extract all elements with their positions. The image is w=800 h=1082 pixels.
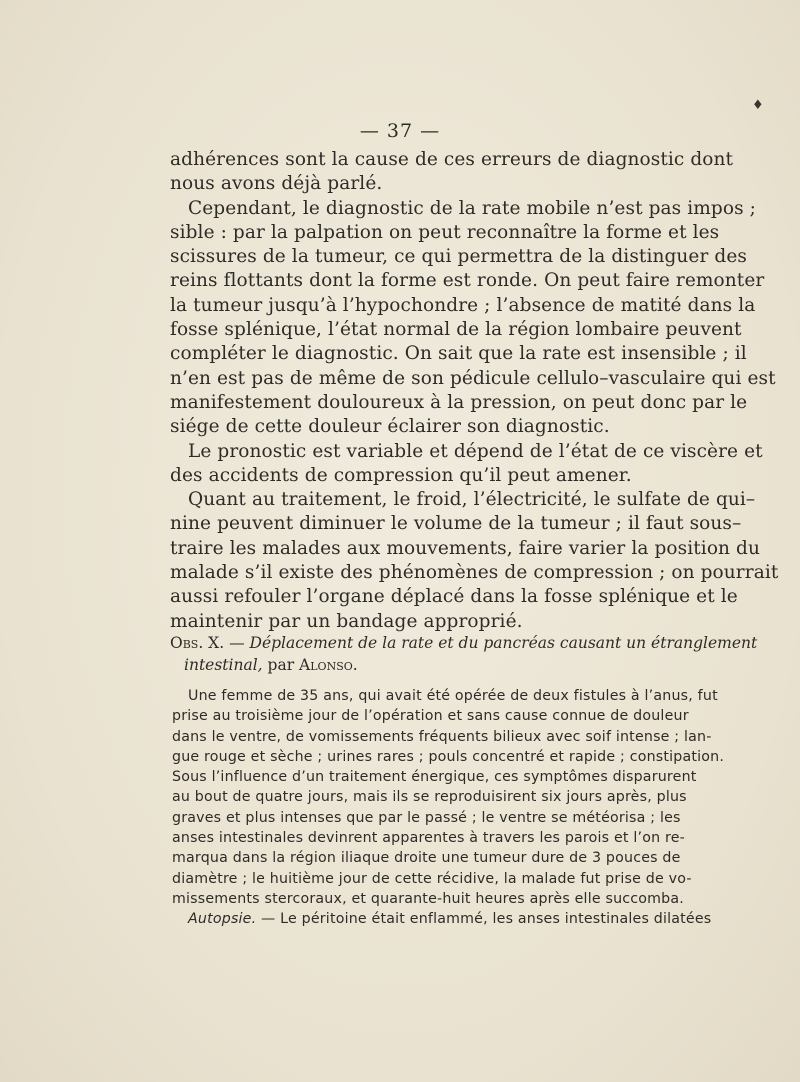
small-text-line: au bout de quatre jours, mais ils se reproduisirent six jours après, plus (172, 789, 687, 806)
text-line: n’en est pas de même de son pédicule cellulo–vasculaire qui est (170, 367, 776, 389)
text-line: traire les malades aux mouvements, faire varier la position du (170, 537, 761, 559)
small-text-line: gue rouge et sèche ; urines rares ; pouls concentré et rapide ; constipation. (172, 748, 725, 765)
text-line: sible : par la palpation on peut reconnaître la forme et les (170, 221, 720, 243)
text-line: aussi refouler l’organe déplacé dans la fosse splénique et le (170, 586, 738, 608)
observation-title: Déplacement de la rate et du pancréas causant un étranglement (249, 634, 758, 652)
small-text-line: anses intestinales devinrent apparentes à travers les parois et l’on re- (172, 830, 685, 847)
small-text-line: Une femme de 35 ans, qui avait été opérée de deux fistules à l’anus, fut (188, 688, 718, 704)
text-line: malade s’il existe des phénomènes de compression ; on pourrait (170, 562, 779, 584)
observation-body (172, 686, 725, 930)
text-line: Le pronostic est variable et dépend de l’état de ce viscère et (188, 440, 763, 462)
observation-heading (170, 632, 758, 676)
text-line: la tumeur jusqu’à l’hypochondre ; l’absence de matité dans la (170, 294, 756, 316)
corner-mark: ♦ (752, 98, 764, 113)
text-line: Quant au traitement, le froid, l’électricité, le sulfate de qui– (188, 489, 756, 511)
text-line: adhérences sont la cause de ces erreurs de diagnostic dont (170, 149, 734, 170)
text-line: des accidents de compression qu’il peut amener. (170, 464, 632, 486)
text-line: maintenir par un bandage approprié. (170, 610, 523, 632)
text-line: reins flottants dont la forme est ronde. On peut faire remonter (170, 270, 765, 292)
text-line: fosse splénique, l’état normal de la région lombaire peuvent (170, 319, 742, 341)
main-text-block (170, 148, 779, 634)
text-line: siége de cette douleur éclairer son diagnostic. (170, 416, 610, 438)
autopsie-text: — Le péritoine était enflammé, les anses intestinales dilatées (261, 911, 712, 928)
small-text-line: diamètre ; le huitième jour de cette récidive, la malade fut prise de vo- (172, 870, 692, 887)
small-text-line: missements stercoraux, et quarante-huit heures après elle succomba. (172, 890, 684, 907)
small-text-line: graves et plus intenses que par le passé ; le ventre se météorisa ; les (172, 809, 681, 826)
text-line: Cependant, le diagnostic de la rate mobile n’est pas impos ; (188, 197, 756, 219)
text-line: manifestement douloureux à la pression, on peut donc par le (170, 391, 748, 413)
observation-title-cont: intestinal, (184, 656, 263, 674)
text-line: scissures de la tumeur, ce qui permettra de la distinguer des (170, 246, 747, 268)
observation-par: par (267, 656, 295, 674)
small-text-line: Sous l’influence d’un traitement énergique, ces symptômes disparurent (172, 769, 697, 786)
autopsie-label: Autopsie. (188, 911, 257, 928)
observation-label: Obs. X. — (170, 634, 245, 652)
observation-author: Alonso. (299, 656, 358, 674)
autopsie-line (172, 909, 712, 929)
text-line: nous avons déjà parlé. (170, 173, 383, 195)
small-text-line: marqua dans la région iliaque droite une tumeur dure de 3 pouces de (172, 850, 681, 867)
small-text-line: dans le ventre, de vomissements fréquents bilieux avec soif intense ; lan- (172, 728, 712, 745)
small-text-line: prise au troisième jour de l’opération et sans cause connue de douleur (172, 708, 689, 725)
page-number: — 37 — (359, 120, 441, 142)
text-line: compléter le diagnostic. On sait que la rate est insensible ; il (170, 343, 747, 365)
text-line: nine peuvent diminuer le volume de la tumeur ; il faut sous– (170, 513, 742, 535)
